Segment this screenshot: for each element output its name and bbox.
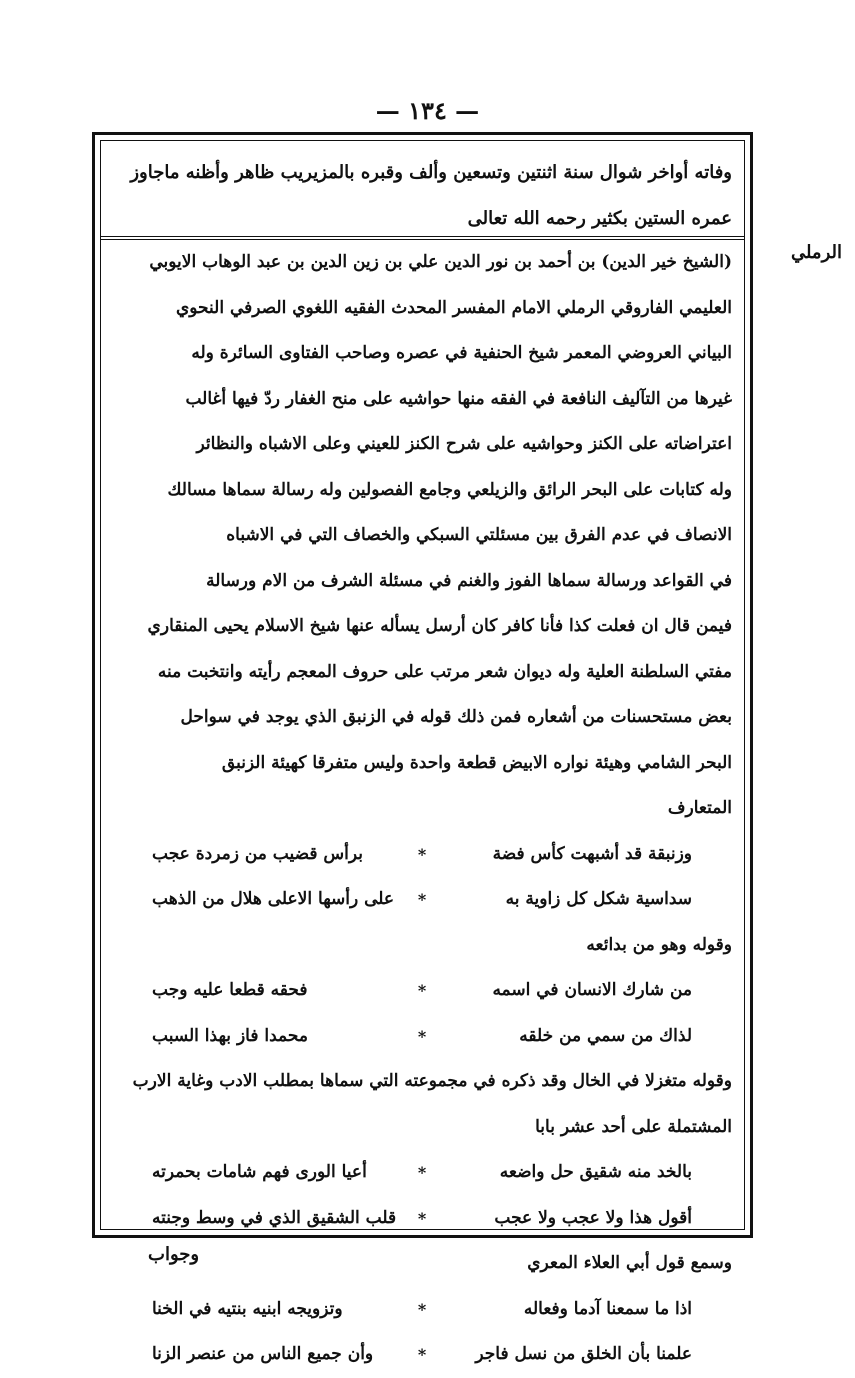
text-line: وسمع قول أبي العلاء المعري — [527, 1253, 732, 1273]
verse-hemistich: على رأسها الاعلى هلال من الذهب — [152, 889, 395, 909]
text-line: المتعارف — [667, 798, 732, 818]
verse-hemistich: وتزويجه ابنيه بنتيه في الخنا — [152, 1298, 343, 1319]
text-line: عمره الستين بكثير رحمه الله تعالى — [467, 208, 732, 229]
verse-line — [112, 1014, 732, 1060]
text-line: فيمن قال ان فعلت كذا فأنا كافر كان أرسل يسأله عنها شيخ الاسلام يحيى المنقاري — [147, 616, 732, 636]
text-line: البحر الشامي وهيئة نواره الابيض قطعة واحدة وليس متفرقا كهيئة الزنبق — [221, 752, 732, 773]
verse-line — [112, 877, 732, 923]
text-line: اعتراضاته على الكنز وحواشيه على شرح الكنز للعيني وعلى الاشباه والنظائر — [196, 434, 732, 454]
verse-hemistich: فحقه قطعا عليه وجب — [152, 980, 308, 1000]
text-line: وفاته أواخر شوال سنة اثنتين وتسعين وألف وقبره بالمزيريب ظاهر وأظنه ماجاوز — [130, 162, 732, 183]
verse-hemistich: قلب الشقيق الذي في وسط وجنته — [152, 1207, 397, 1228]
verse-separator: * — [417, 1026, 427, 1046]
verse-separator: * — [417, 1345, 427, 1364]
verse-hemistich: علمنا بأن الخلق من نسل فاجر — [475, 1344, 692, 1364]
verse-hemistich: من شارك الانسان في اسمه — [492, 980, 692, 1000]
verse-separator: * — [417, 890, 427, 909]
text-line: الانصاف في عدم الفرق بين مسئلتي السبكي والخصاف التي في الاشباه — [226, 525, 732, 545]
text-line: البياني العروضي المعمر شيخ الحنفية في عصره وصاحب الفتاوى السائرة وله — [191, 343, 732, 363]
text-line: وقوله وهو من بدائعه — [586, 934, 732, 955]
verse-hemistich: بالخد منه شقيق حل واضعه — [499, 1162, 692, 1182]
margin-label: الرملي — [790, 242, 842, 263]
page-number: — ١٣٤ — — [375, 96, 480, 125]
text-line: (الشيخ خير الدين) بن أحمد بن نور الدين علي بن زين الدين بن عبد الوهاب الايوبي — [149, 252, 732, 272]
text-line: غيرها من التآليف النافعة في الفقه منها حواشيه على منح الغفار ردّ فيها أغالب — [185, 388, 732, 409]
verse-line — [112, 1150, 732, 1196]
verse-hemistich: محمدا فاز بهذا السبب — [152, 1025, 308, 1046]
text-line: مفتي السلطنة العلية وله ديوان شعر مرتب على حروف المعجم رأيته وانتخبت منه — [157, 661, 732, 682]
verse-separator: * — [417, 1299, 427, 1319]
verse-line — [112, 1332, 732, 1378]
verse-hemistich: أعيا الورى فهم شامات بحمرته — [152, 1162, 367, 1182]
text-line: المشتملة على أحد عشر بابا — [535, 1116, 732, 1137]
biography-entry — [112, 240, 732, 1378]
verse-line — [112, 1196, 732, 1242]
text-line: وله كتابات على البحر الرائق والزيلعي وجامع الفصولين وله رسالة سماها مسالك — [167, 479, 732, 500]
verse-separator: * — [417, 1163, 427, 1182]
text-line: العليمي الفاروقي الرملي الامام المفسر المحدث الفقيه اللغوي الصرفي النحوي — [175, 297, 732, 318]
text-line: بعض مستحسنات من أشعاره فمن ذلك قوله في الزنبق الذي يوجد في سواحل — [180, 707, 732, 727]
text-line: في القواعد ورسالة سماها الفوز والغنم في مسئلة الشرف من الام ورسالة — [206, 570, 732, 591]
verse-hemistich: سداسية شكل كل زاوية به — [505, 889, 692, 909]
verse-separator: * — [417, 1208, 427, 1228]
verse-hemistich: لذاك من سمي من خلقه — [519, 1025, 692, 1046]
verse-hemistich: أقول هذا ولا عجب ولا عجب — [494, 1207, 692, 1228]
verse-line — [112, 968, 732, 1014]
verse-separator: * — [417, 844, 427, 864]
verse-separator: * — [417, 981, 427, 1000]
verse-line — [112, 1287, 732, 1333]
verse-hemistich: وزنبقة قد أشبهت كأس فضة — [492, 843, 692, 864]
verse-hemistich: اذا ما سمعنا آدما وفعاله — [523, 1298, 692, 1319]
verse-hemistich: برأس قضيب من زمردة عجب — [152, 843, 363, 864]
catchword: وجواب — [148, 1244, 200, 1265]
verse-line — [112, 832, 732, 878]
verse-hemistich: وأن جميع الناس من عنصر الزنا — [152, 1344, 374, 1364]
previous-entry-ending — [112, 150, 732, 242]
text-line: وقوله متغزلا في الخال وقد ذكره في مجموعته التي سماها بمطلب الادب وغاية الارب — [132, 1071, 732, 1091]
